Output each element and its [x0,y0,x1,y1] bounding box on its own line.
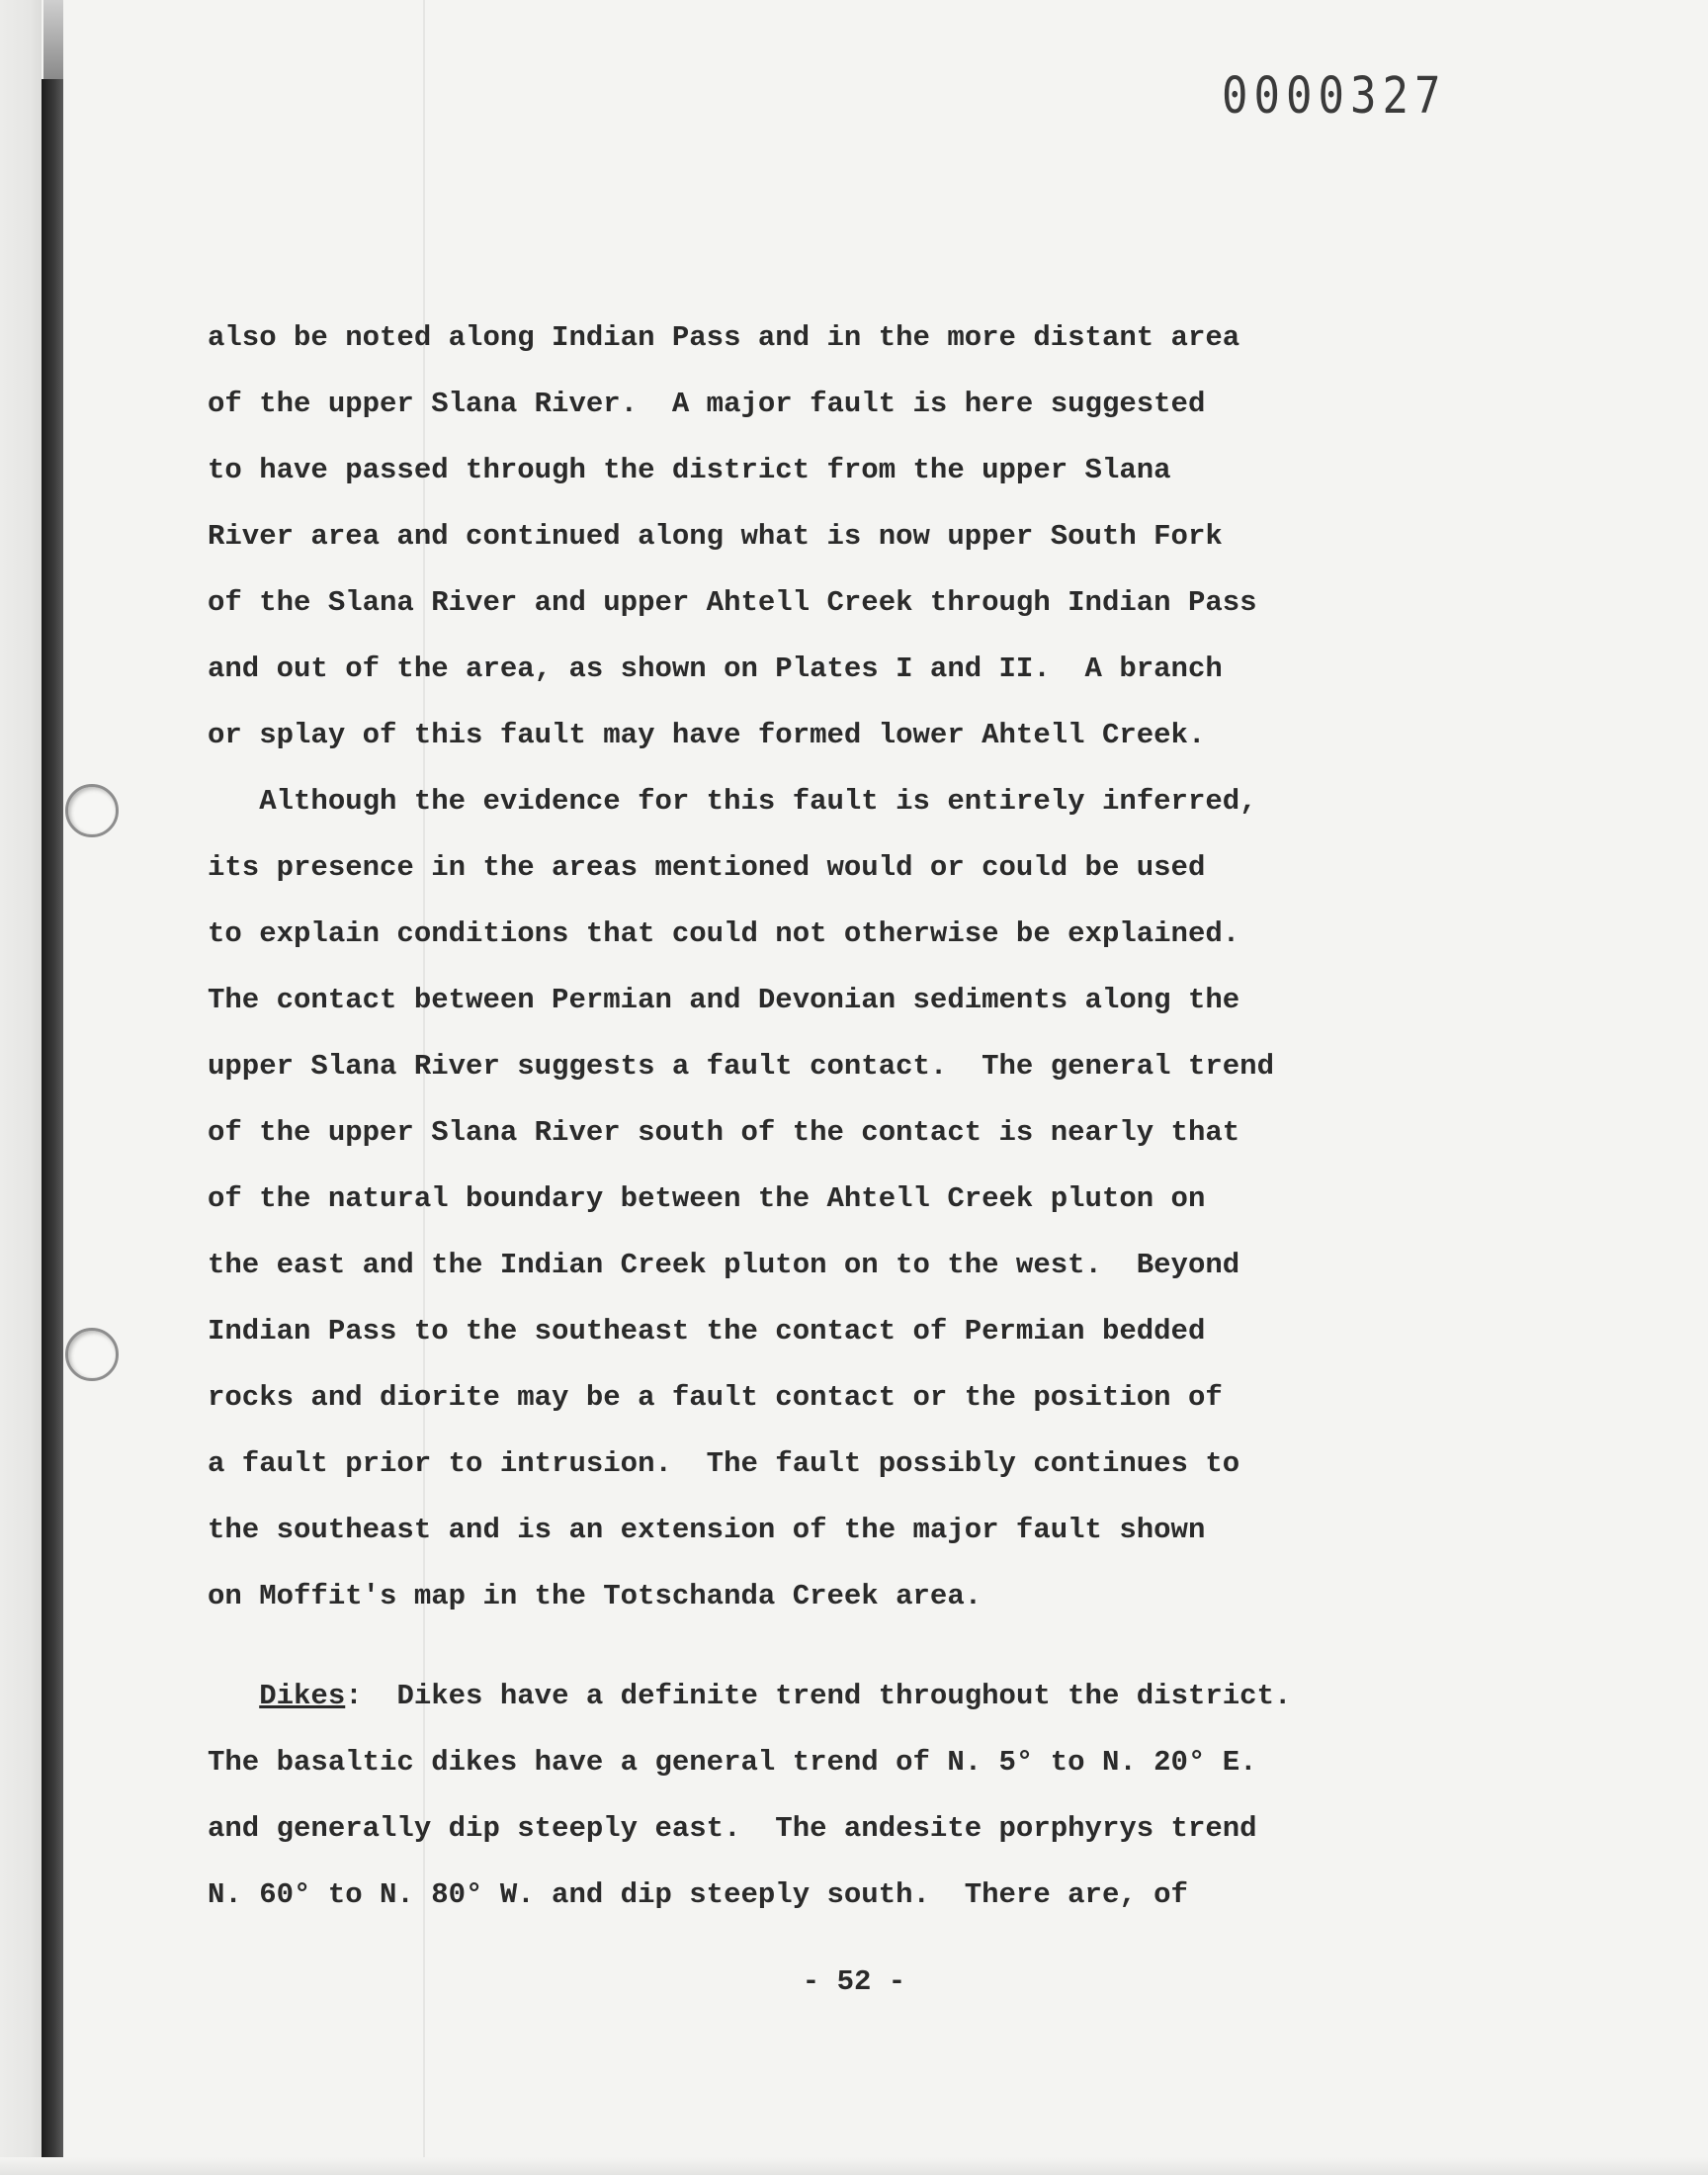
paragraph-gap [208,1629,1493,1663]
punch-hole-upper [65,784,119,837]
text-line: The contact between Permian and Devonian sediments along the [208,984,1240,1016]
text-line: to have passed through the district from the upper Slana [208,454,1171,486]
text-line: its presence in the areas mentioned would or could be used [208,851,1206,884]
binding-bar [42,79,63,2175]
text-line: of the upper Slana River. A major fault is here suggested [208,388,1206,420]
text-line: N. 60° to N. 80° W. and dip steeply south. There are, of [208,1878,1188,1911]
page-number: - 52 - [802,1965,906,1998]
paragraph-2 [208,768,1493,1629]
dikes-heading: Dikes [259,1680,346,1712]
punch-hole-lower [65,1328,119,1381]
text-line: rocks and diorite may be a fault contact or the position of [208,1381,1223,1414]
body-text [208,304,1493,1928]
paragraph-1 [208,304,1493,768]
text-line: also be noted along Indian Pass and in the more distant area [208,321,1240,354]
binding-margin [0,0,42,2175]
text-line: the east and the Indian Creek pluton on to the west. Beyond [208,1249,1240,1281]
text-line: of the Slana River and upper Ahtell Creek through Indian Pass [208,586,1257,619]
text-line: to explain conditions that could not otherwise be explained. [208,917,1240,950]
binding-bar-top [43,0,63,79]
text-line: a fault prior to intrusion. The fault possibly continues to [208,1447,1240,1480]
text-line: upper Slana River suggests a fault contact. The general trend [208,1050,1274,1083]
text-line: and out of the area, as shown on Plates I and II. A branch [208,652,1223,685]
text-line: of the upper Slana River south of the contact is nearly that [208,1116,1240,1149]
page-bottom-edge [0,2157,1708,2175]
text-line: of the natural boundary between the Ahtell Creek pluton on [208,1182,1206,1215]
text-line: Indian Pass to the southeast the contact of Permian bedded [208,1315,1206,1348]
dikes-section [208,1663,1493,1928]
text-line: the southeast and is an extension of the major fault shown [208,1514,1206,1546]
text-line: Although the evidence for this fault is entirely inferred, [208,785,1257,818]
stamp-number: 0000327 [1222,67,1447,126]
dikes-heading-suffix: : Dikes have a definite trend throughout the district. [345,1680,1292,1712]
text-line: River area and continued along what is now upper South Fork [208,520,1223,553]
text-line: The basaltic dikes have a general trend of N. 5° to N. 20° E. [208,1746,1257,1779]
text-line: on Moffit's map in the Totschanda Creek area. [208,1580,982,1612]
text-line: and generally dip steeply east. The andesite porphyrys trend [208,1812,1257,1845]
text-line: or splay of this fault may have formed lower Ahtell Creek. [208,719,1206,751]
dikes-first-line [208,1663,1493,1729]
